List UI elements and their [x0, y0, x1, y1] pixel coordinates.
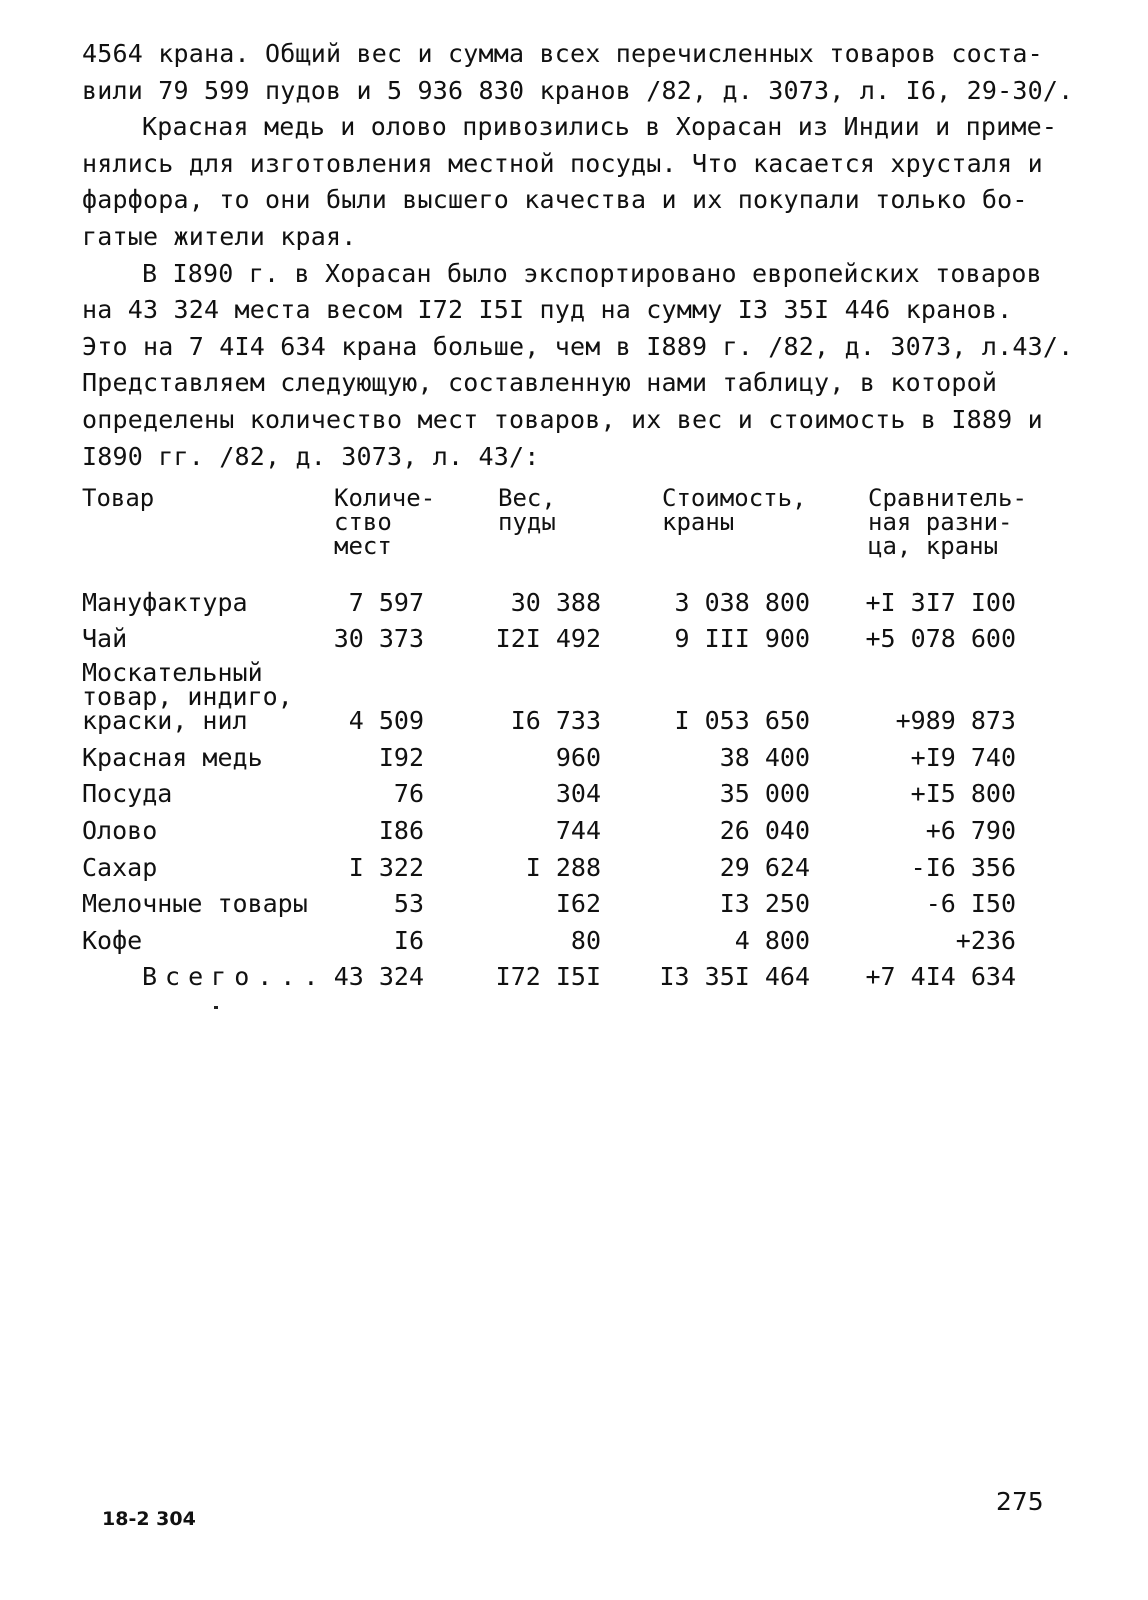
text-line: 4564 крана. Общий вес и сумма всех перечисленных товаров соста- — [82, 39, 1043, 68]
cell-qty: I86 — [378, 815, 424, 845]
text-line: на 43 324 места весом I72 I5I пуд на сумму I3 35I 446 кранов. — [82, 295, 1013, 325]
cell-weight: 744 — [555, 815, 601, 845]
cell-weight: 80 — [570, 925, 601, 955]
cell-weight: 30 388 — [510, 587, 601, 617]
cell-diff: +I 3I7 I00 — [865, 587, 1016, 617]
cell-name: Чай — [82, 624, 128, 654]
cell-name: Москательный товар, индиго, краски, нил — [82, 658, 293, 736]
cell-qty: 7 597 — [348, 587, 424, 617]
cell-qty: 30 373 — [333, 624, 424, 654]
cell-cost: 26 040 — [719, 815, 810, 845]
total-weight: I72 I5I — [495, 962, 601, 992]
cell-name: Олово — [82, 815, 158, 845]
cell-diff: -I6 356 — [910, 852, 1016, 882]
text-line: вили 79 599 пудов и 5 936 830 кранов /82, д. 3073, л. I6, 29-30/. — [82, 75, 1074, 105]
cell-qty: I92 — [378, 742, 424, 772]
table-row — [82, 739, 1042, 776]
table-row — [82, 849, 1042, 886]
table-row — [82, 584, 1042, 621]
cell-diff: +I9 740 — [910, 742, 1016, 772]
total-cost: I3 35I 464 — [659, 962, 810, 992]
text-line: нялись для изготовления местной посуды. Что касается хрусталя и — [82, 148, 1043, 178]
table-row — [82, 621, 1042, 658]
cell-name: Посуда — [82, 779, 173, 809]
cell-cost: I3 250 — [719, 889, 810, 919]
goods-table — [82, 486, 1042, 995]
table-total-row — [82, 959, 1042, 996]
text-line: гатые жители края. — [82, 221, 357, 251]
text-line: Это на 7 4I4 634 крана больше, чем в I889 г. /82, д. 3073, л.43/. — [82, 331, 1074, 361]
cell-diff: +5 078 600 — [865, 624, 1016, 654]
cell-qty: 4 509 — [348, 706, 424, 736]
cell-diff: +6 790 — [925, 815, 1016, 845]
table-row — [82, 657, 1042, 739]
cell-cost: 9 III 900 — [674, 624, 810, 654]
header-diff: Сравнитель- ная разни- ца, краны — [868, 484, 1027, 560]
cell-qty: I 322 — [348, 852, 424, 882]
cell-diff: +I5 800 — [910, 779, 1016, 809]
header-qty: Количе- ство мест — [334, 484, 436, 560]
cell-name: Мелочные товары — [82, 889, 308, 919]
text-line: I890 гг. /82, д. 3073, л. 43/: — [82, 441, 540, 471]
cell-name: Сахар — [82, 852, 158, 882]
cell-diff: -6 I50 — [925, 889, 1016, 919]
cell-cost: 3 038 800 — [674, 587, 810, 617]
text-line: определены количество мест товаров, их вес и стоимость в I889 и — [82, 404, 1043, 434]
cell-diff: +989 873 — [895, 706, 1016, 736]
table-row — [82, 812, 1042, 849]
cell-weight: I62 — [555, 889, 601, 919]
table-row — [82, 776, 1042, 813]
total-diff: +7 4I4 634 — [865, 962, 1016, 992]
cell-diff: +236 — [955, 925, 1016, 955]
cell-cost: 29 624 — [719, 852, 810, 882]
header-name: Товар — [82, 484, 155, 512]
print-code: 18-2 304 — [102, 1508, 196, 1530]
header-weight: Вес, пуды — [498, 484, 556, 536]
table-row — [82, 886, 1042, 923]
cell-weight: I2I 492 — [495, 624, 601, 654]
cell-name: Мануфактура — [82, 587, 248, 617]
cell-qty: I6 — [393, 925, 424, 955]
cell-qty: 76 — [393, 779, 424, 809]
cell-name: Кофе — [82, 925, 143, 955]
cell-weight: 304 — [555, 779, 601, 809]
table-header — [82, 486, 1042, 584]
cell-weight: 960 — [555, 742, 601, 772]
page-number: 275 — [996, 1487, 1044, 1516]
cell-name: Красная медь — [82, 742, 263, 772]
cell-cost: 38 400 — [719, 742, 810, 772]
text-line: В I890 г. в Хорасан было экспортировано европейских товаров — [142, 258, 1042, 288]
body-text — [82, 36, 1072, 475]
table-row — [82, 922, 1042, 959]
text-line: фарфора, то они были высшего качества и их покупали только бо- — [82, 185, 1028, 215]
cell-cost: 35 000 — [719, 779, 810, 809]
cell-cost: 4 800 — [734, 925, 810, 955]
total-qty: 43 324 — [333, 962, 424, 992]
text-line: Представляем следующую, составленную нами таблицу, в которой — [82, 368, 998, 398]
cell-weight: I 288 — [525, 852, 601, 882]
cell-qty: 53 — [393, 889, 424, 919]
text-line: Красная медь и олово привозились в Хорасан из Индии и приме- — [142, 112, 1058, 142]
header-cost: Стоимость, краны — [662, 484, 807, 536]
cell-cost: I 053 650 — [674, 706, 810, 736]
ink-speck — [214, 1006, 218, 1009]
cell-weight: I6 733 — [510, 706, 601, 736]
total-label: Всего... — [142, 962, 327, 992]
